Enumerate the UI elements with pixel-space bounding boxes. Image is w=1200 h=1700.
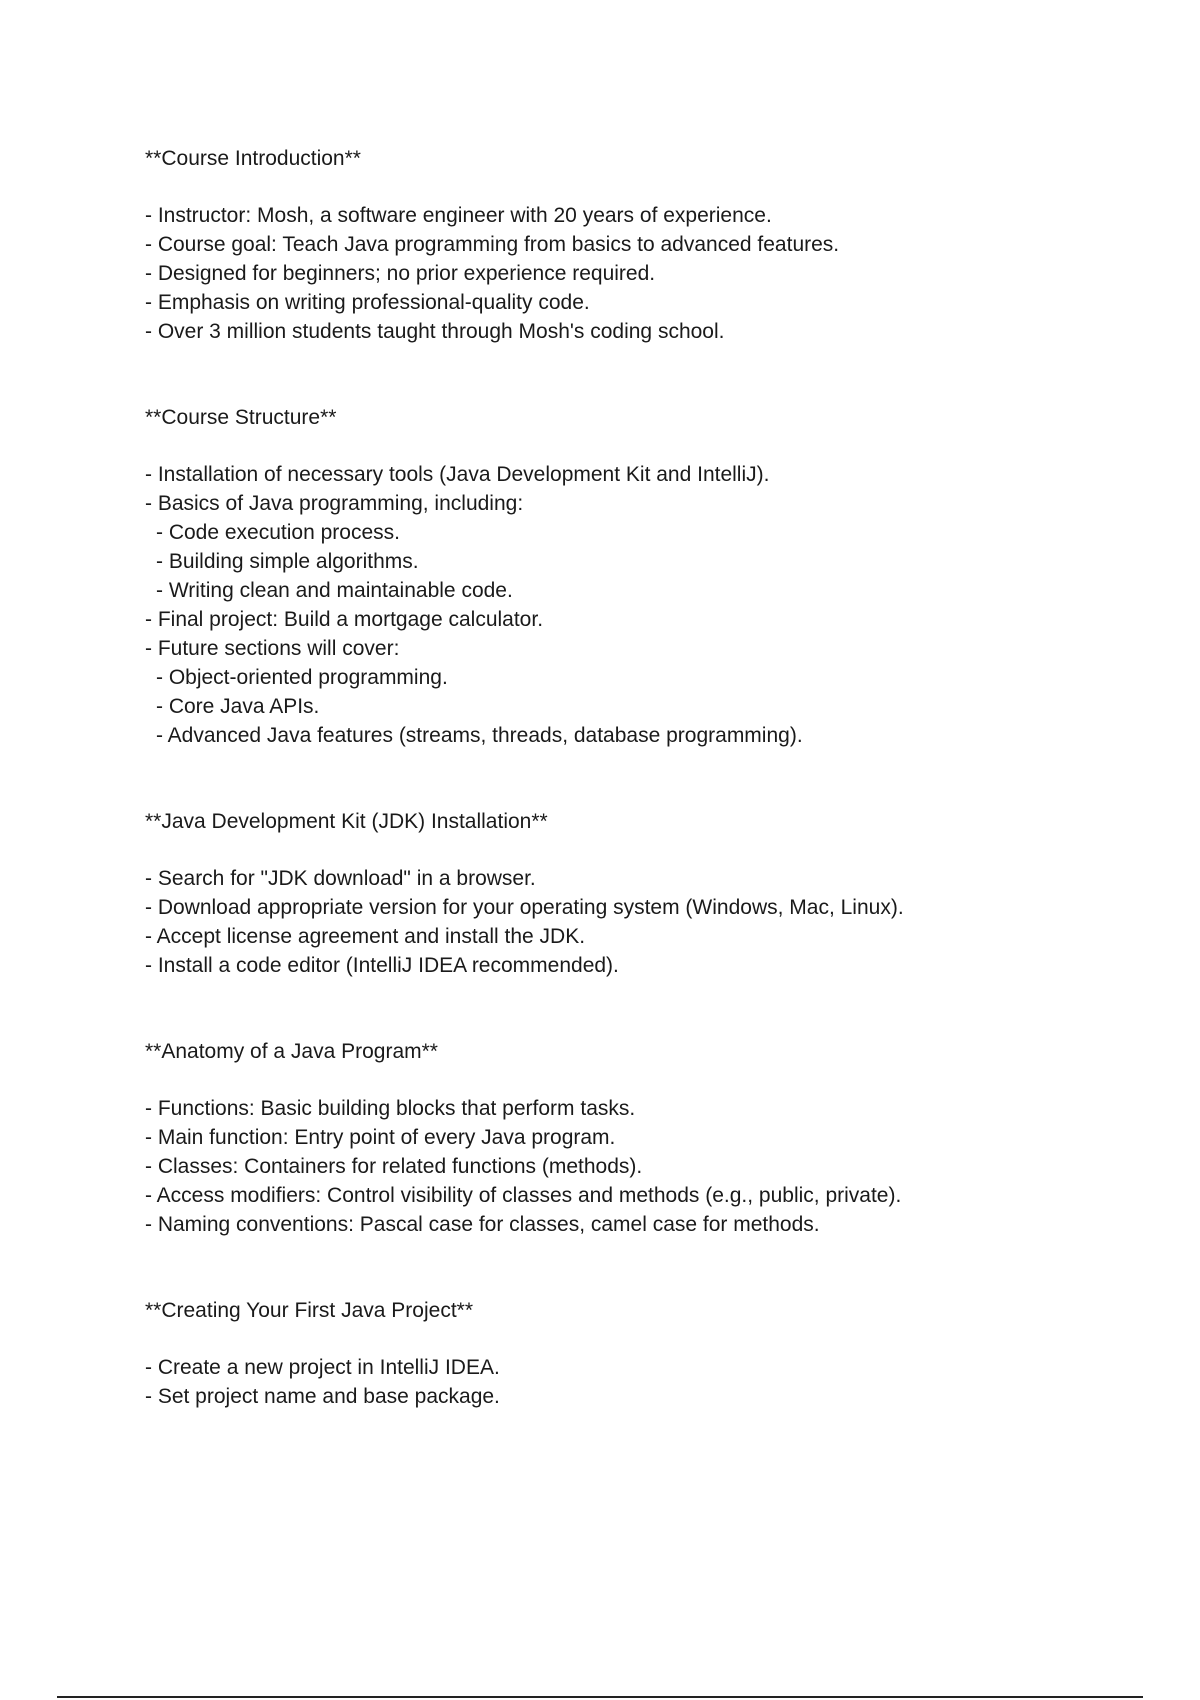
- list-item: - Designed for beginners; no prior experience required.: [145, 262, 656, 285]
- note-section: [145, 808, 1145, 980]
- bullet-list: [145, 864, 1145, 980]
- list-item: - Search for "JDK download" in a browser.: [145, 867, 536, 890]
- section-heading: **Course Structure**: [145, 406, 337, 429]
- list-item: - Create a new project in IntelliJ IDEA.: [145, 1356, 500, 1379]
- sub-list-item: - Advanced Java features (streams, threads, database programming).: [156, 724, 803, 747]
- note-section: [145, 1297, 1145, 1411]
- bullet-list: [145, 201, 1145, 346]
- section-heading: **Anatomy of a Java Program**: [145, 1040, 438, 1063]
- list-item: - Download appropriate version for your operating system (Windows, Mac, Linux).: [145, 896, 904, 919]
- sub-list-item: - Object-oriented programming.: [156, 666, 448, 689]
- list-item: - Set project name and base package.: [145, 1385, 500, 1408]
- sub-list-item: - Code execution process.: [156, 521, 400, 544]
- bullet-list: [145, 460, 1145, 750]
- page-bottom-rule: [57, 1696, 1143, 1698]
- section-heading: **Java Development Kit (JDK) Installation**: [145, 810, 548, 833]
- sub-list-item: - Core Java APIs.: [156, 695, 320, 718]
- list-item: - Access modifiers: Control visibility of classes and methods (e.g., public, private).: [145, 1184, 902, 1207]
- list-item: - Final project: Build a mortgage calculator.: [145, 608, 544, 631]
- list-item: - Install a code editor (IntelliJ IDEA recommended).: [145, 954, 619, 977]
- document-content: [145, 145, 1145, 1469]
- bullet-list: [145, 1353, 1145, 1411]
- list-item: - Naming conventions: Pascal case for classes, camel case for methods.: [145, 1213, 820, 1236]
- list-item: - Classes: Containers for related functions (methods).: [145, 1155, 643, 1178]
- list-item: - Over 3 million students taught through Mosh's coding school.: [145, 320, 725, 343]
- section-heading: **Course Introduction**: [145, 147, 361, 170]
- list-item: - Emphasis on writing professional-quality code.: [145, 291, 590, 314]
- list-item: - Future sections will cover:: [145, 637, 400, 660]
- list-item: - Accept license agreement and install the JDK.: [145, 925, 586, 948]
- bullet-list: [145, 1094, 1145, 1239]
- sub-list-item: - Building simple algorithms.: [156, 550, 419, 573]
- list-item: - Main function: Entry point of every Java program.: [145, 1126, 616, 1149]
- note-section: [145, 1038, 1145, 1239]
- list-item: - Instructor: Mosh, a software engineer with 20 years of experience.: [145, 204, 772, 227]
- note-section: [145, 145, 1145, 346]
- list-item: - Course goal: Teach Java programming from basics to advanced features.: [145, 233, 840, 256]
- section-heading: **Creating Your First Java Project**: [145, 1299, 473, 1322]
- list-item: - Basics of Java programming, including:: [145, 492, 524, 515]
- note-section: [145, 404, 1145, 750]
- sub-list-item: - Writing clean and maintainable code.: [156, 579, 513, 602]
- list-item: - Installation of necessary tools (Java Development Kit and IntelliJ).: [145, 463, 770, 486]
- list-item: - Functions: Basic building blocks that perform tasks.: [145, 1097, 636, 1120]
